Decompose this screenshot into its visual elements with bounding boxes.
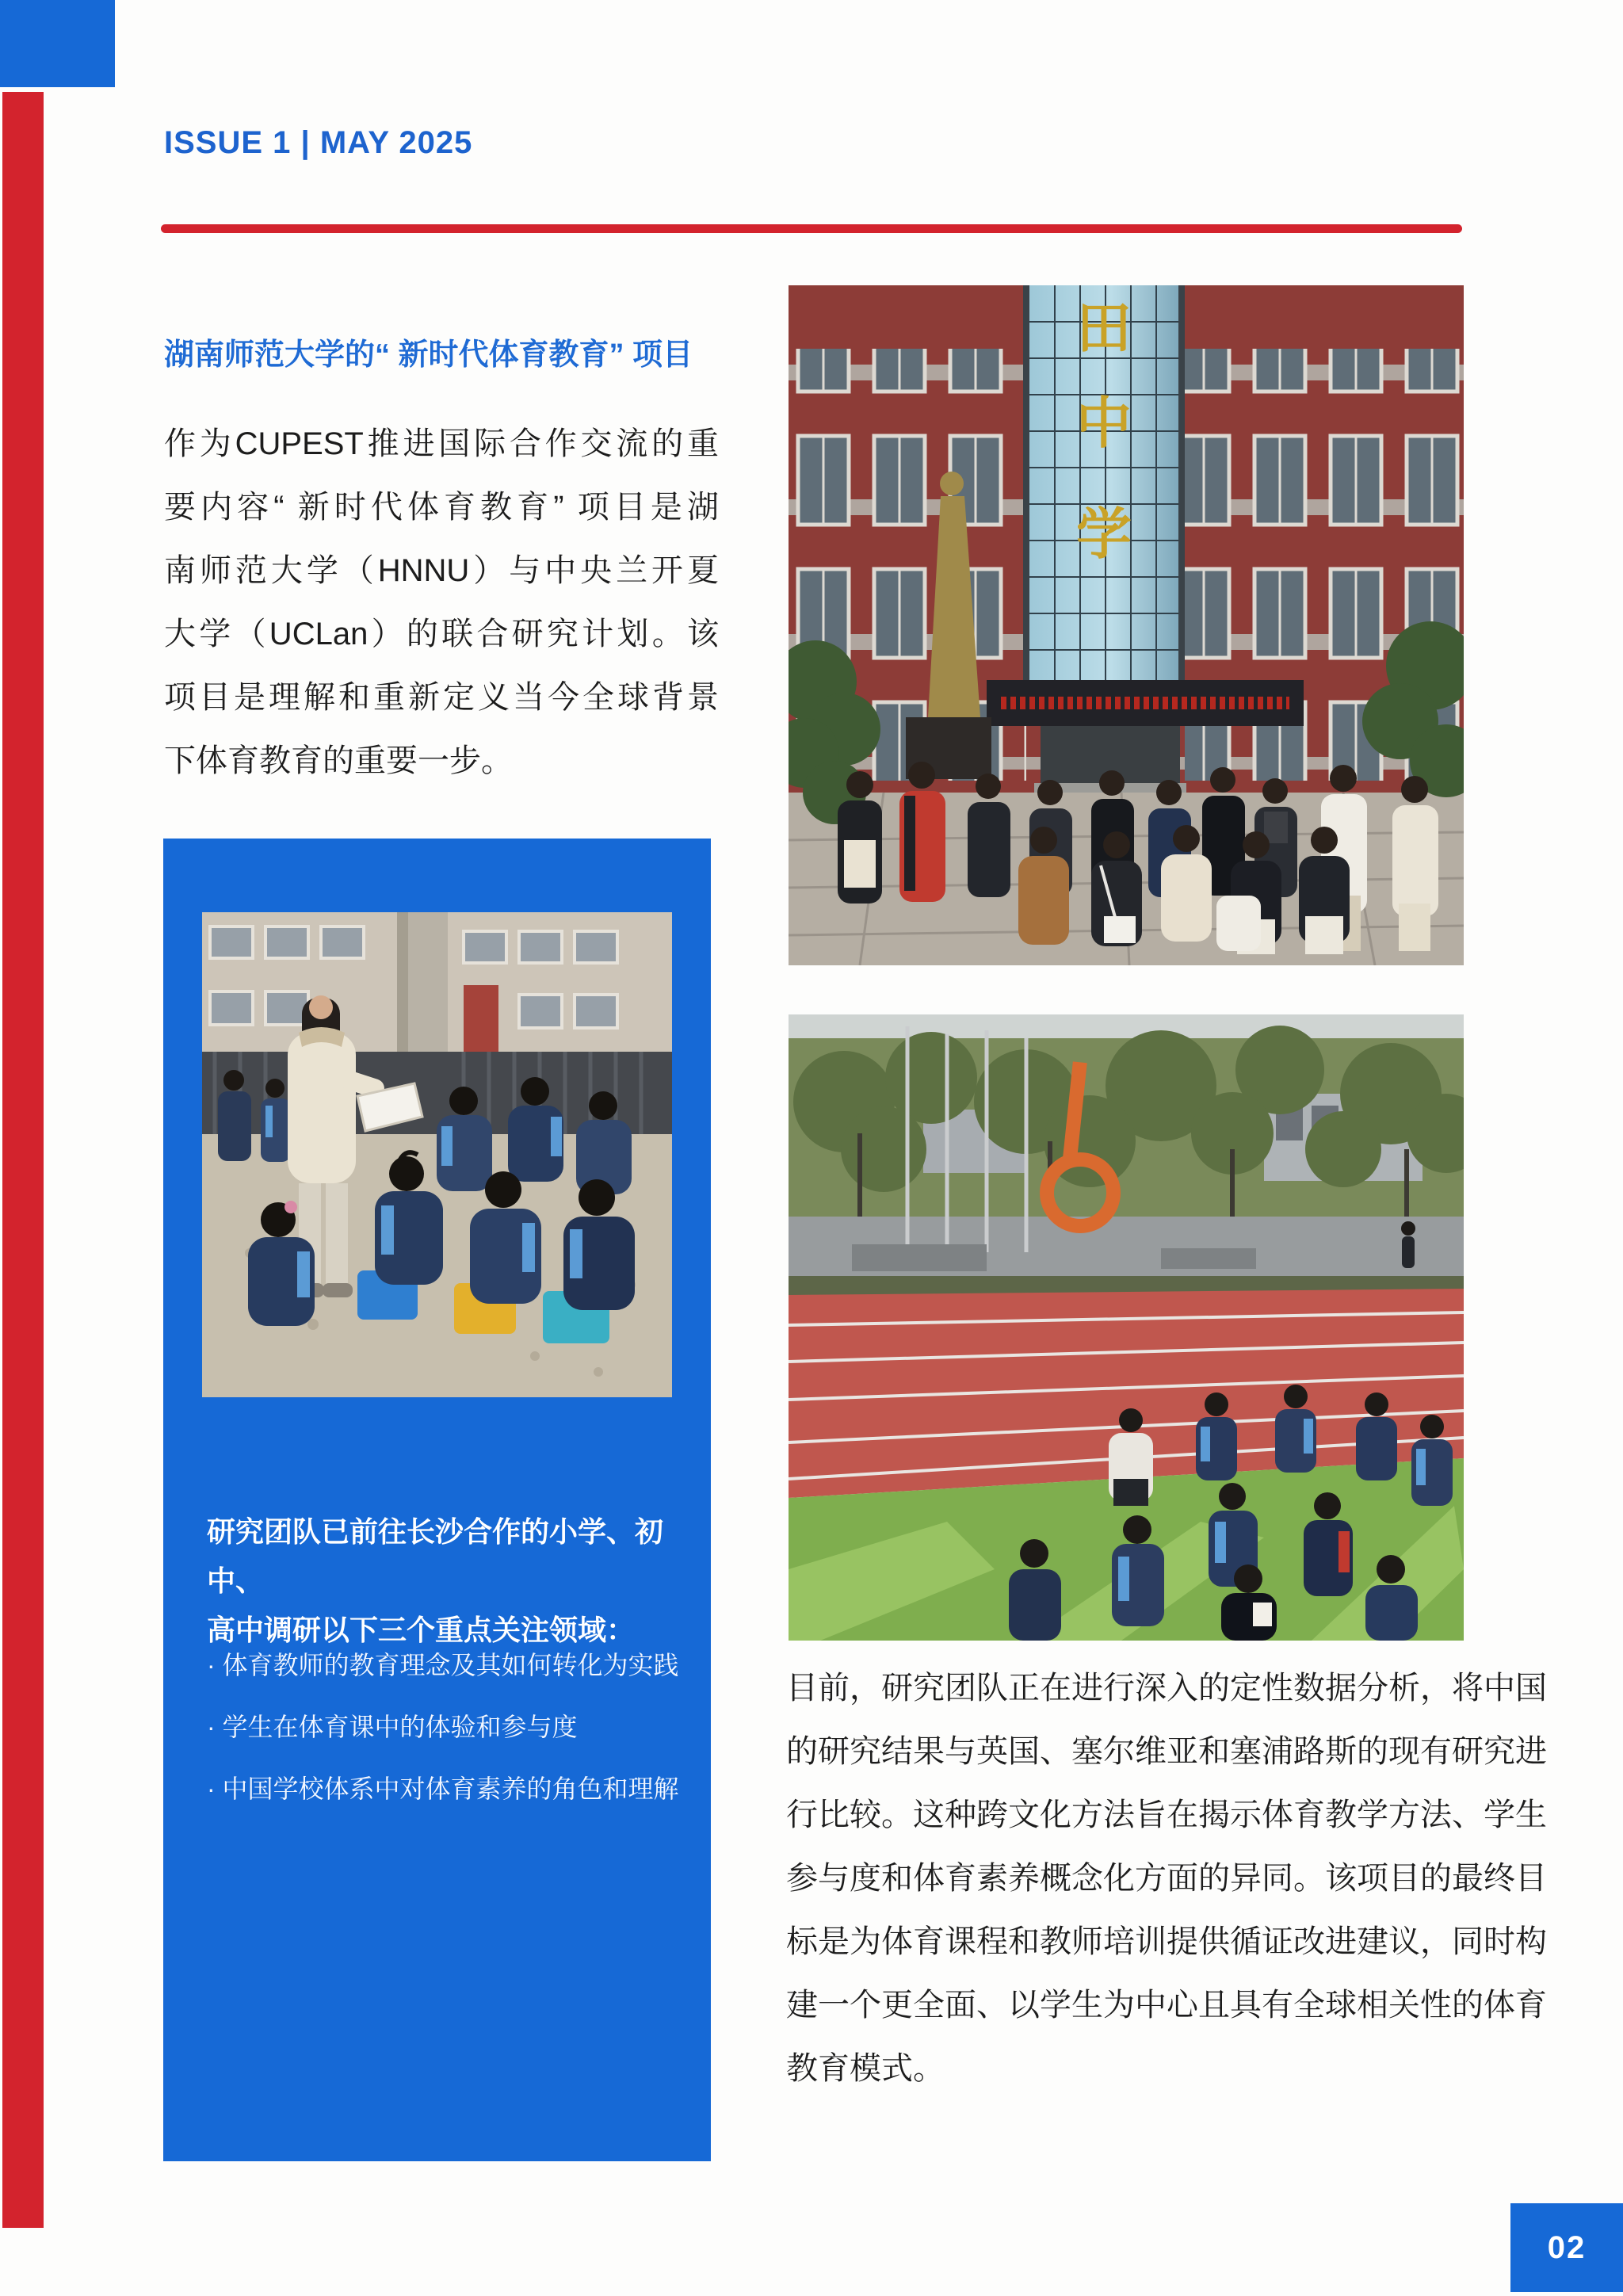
analysis-line: 标是为体育课程和教师培训提供循证改进建议，同时构 [786, 1924, 1547, 1959]
field-photo [789, 1014, 1464, 1641]
group-photo [789, 285, 1464, 965]
group-photo-illustration [789, 285, 1464, 965]
distant-runner [1401, 1221, 1415, 1268]
header-divider-rule [161, 224, 1462, 233]
highlight-heading-line: 高中调研以下三个重点关注领域： [207, 1614, 636, 1646]
building-sign [1076, 296, 1132, 567]
interview-photo-illustration [202, 912, 672, 1397]
analysis-paragraph [786, 1656, 1547, 2100]
analysis-line: 行比较。这种跨文化方法旨在揭示体育教学方法、学生 [786, 1797, 1547, 1832]
page-number: 02 [1547, 2229, 1587, 2265]
section-heading: 湖南师范大学的“ 新时代体育教育” 项目 [164, 338, 693, 372]
building-sign-char: 中 [1076, 391, 1132, 456]
field-photo-illustration [789, 1014, 1464, 1641]
intro-paragraph [164, 412, 719, 793]
highlight-box [163, 839, 711, 2161]
analysis-line: 目前，研究团队正在进行深入的定性数据分析，将中国 [786, 1671, 1547, 1706]
highlight-box-bullets [207, 1634, 682, 1820]
building-sign-char: 学 [1076, 502, 1132, 567]
highlight-heading-line: 研究团队已前往长沙合作的小学、初中、 [207, 1515, 664, 1597]
corner-blue-square [0, 0, 115, 87]
intro-line: 作为CUPEST推进国际合作交流的重 [164, 426, 719, 461]
focus-bullet: · 学生在体育课中的体验和参与度 [207, 1713, 578, 1741]
intro-line: 南师范大学（HNNU）与中央兰开夏 [164, 553, 719, 588]
interview-photo [202, 912, 672, 1397]
analysis-line: 的研究结果与英国、塞尔维亚和塞浦路斯的现有研究进 [786, 1734, 1547, 1769]
page-number-box [1510, 2203, 1623, 2292]
analysis-line: 参与度和体育素养概念化方面的异同。该项目的最终目 [786, 1861, 1547, 1896]
analysis-line: 建一个更全面、以学生为中心且具有全球相关性的体育 [786, 1988, 1547, 2023]
focus-bullet: · 中国学校体系中对体育素养的角色和理解 [207, 1775, 679, 1803]
intro-line: 大学（UCLan）的联合研究计划。该 [164, 617, 719, 651]
analysis-line: 教育模式。 [786, 2051, 945, 2086]
left-red-bar [2, 92, 44, 2228]
intro-line: 下体育教育的重要一步。 [164, 743, 513, 778]
focus-bullet: · 体育教师的教育理念及其如何转化为实践 [207, 1651, 679, 1679]
issue-label: ISSUE 1 | MAY 2025 [164, 125, 473, 160]
intro-line: 项目是理解和重新定义当今全球背景 [164, 680, 719, 715]
intro-line: 要内容“ 新时代体育教育” 项目是湖 [164, 490, 719, 525]
highlight-box-heading [207, 1507, 674, 1655]
building-sign-char: 田 [1076, 296, 1132, 361]
